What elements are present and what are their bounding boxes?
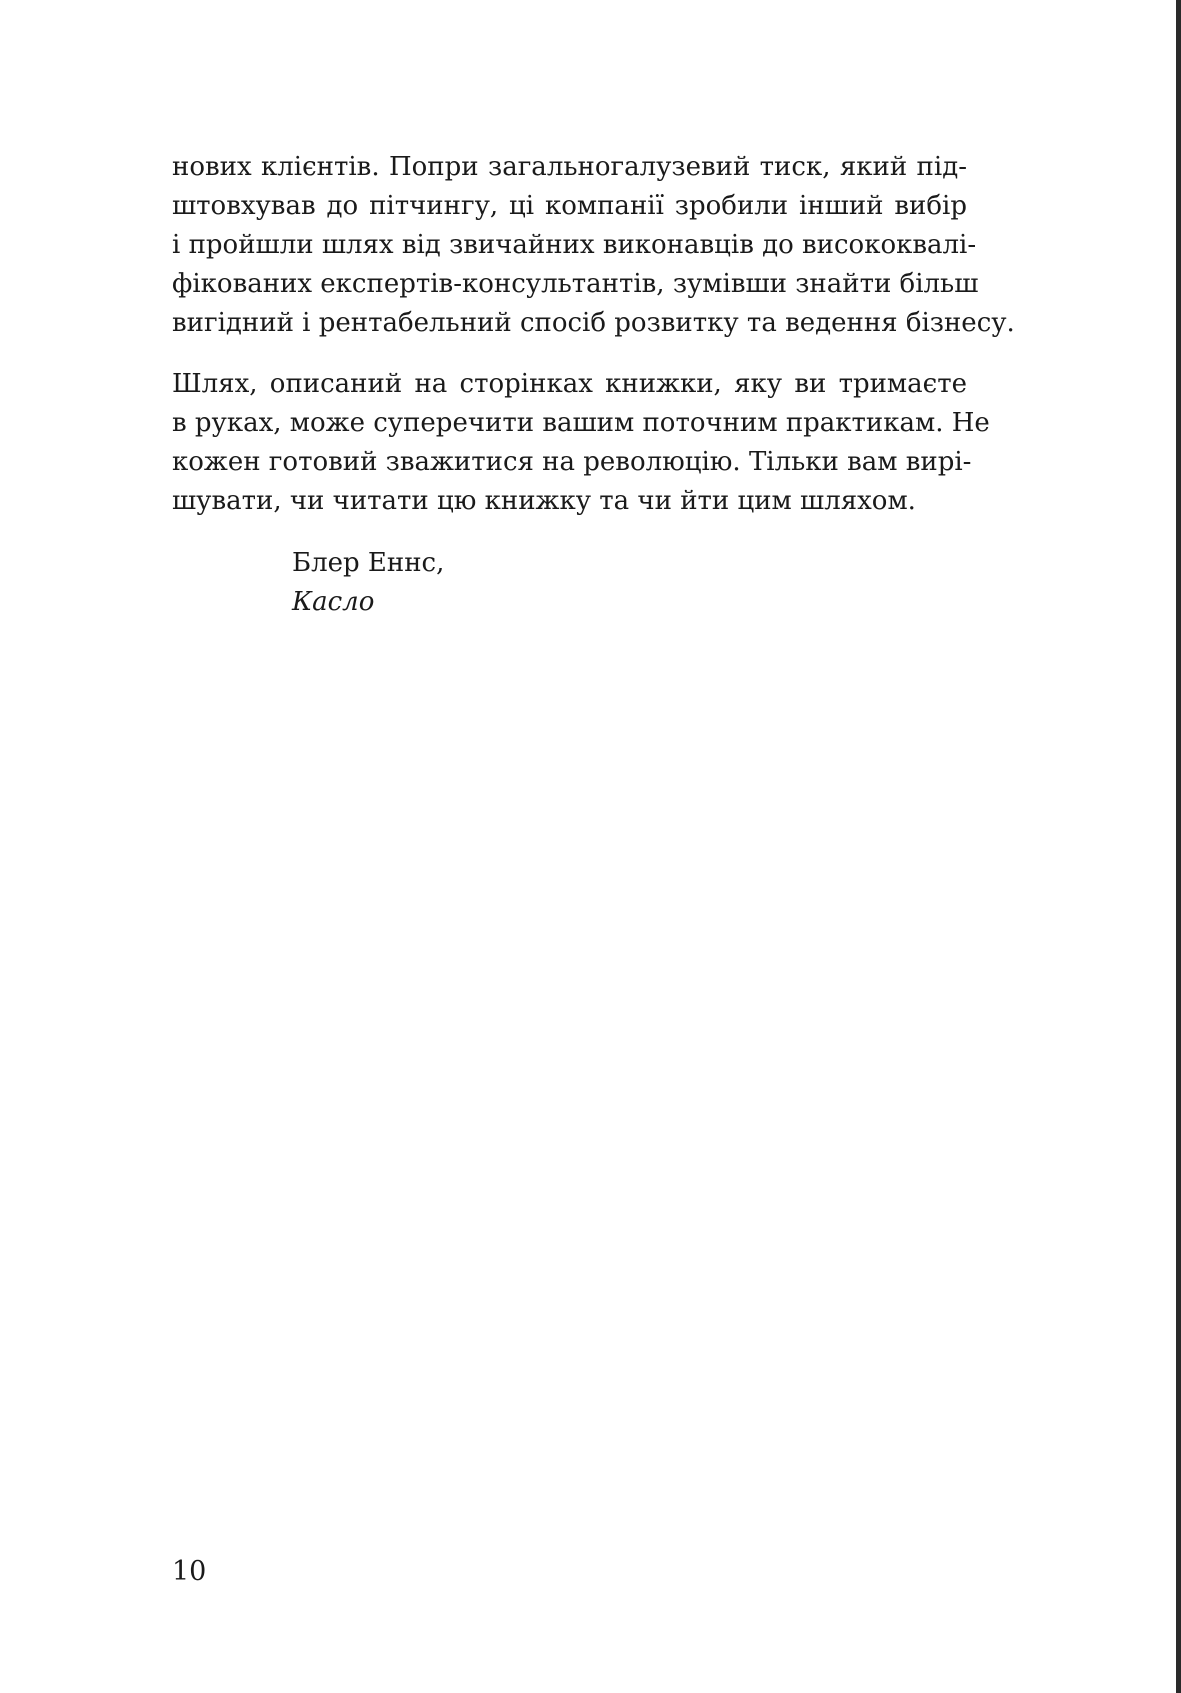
signature [292, 544, 444, 622]
text-line: нових клієнтів. Попри загальногалузевий тиск, який під- [172, 152, 967, 182]
text-line: кожен готовий зважитися на революцію. Тільки вам вирі- [172, 447, 972, 477]
text-line: вигідний і рентабельний спосіб розвитку та ведення бізнесу. [172, 308, 1015, 338]
text-line: і пройшли шлях від звичайних виконавців до висококвалі- [172, 230, 977, 260]
text-line: шувати, чи читати цю книжку та чи йти цим шляхом. [172, 486, 916, 516]
text-line: Шлях, описаний на сторінках книжки, яку ви тримаєте [172, 369, 967, 399]
text-line: в руках, може суперечити вашим поточним практикам. Не [172, 408, 990, 438]
signature-name: Блер Еннс, [292, 548, 445, 578]
text-line: фікованих експертів-консультантів, зумівши знайти більш [172, 269, 979, 299]
paragraph [172, 365, 990, 521]
body-text [172, 148, 1015, 521]
paragraph [172, 148, 1015, 343]
signature-place: Касло [292, 587, 375, 617]
page-number: 10 [172, 1556, 207, 1587]
text-line: штовхував до пітчингу, ці компанії зробили інший вибір [172, 191, 967, 221]
page-edge-border [1176, 0, 1181, 1693]
